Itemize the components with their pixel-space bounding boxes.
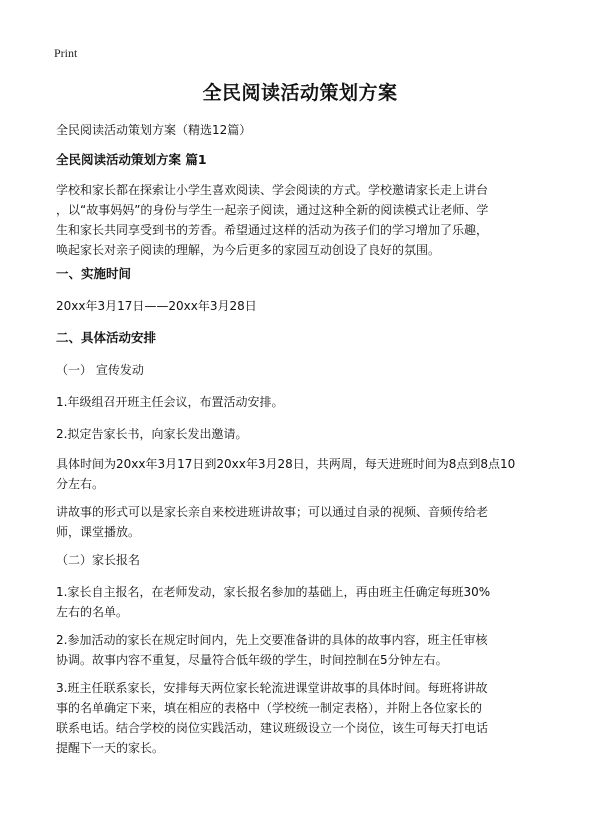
format-paragraph <box>56 502 556 542</box>
heading-implementation-time: 一、实施时间 <box>56 266 132 281</box>
format-line: 讲故事的形式可以是家长亲自来校进班讲故事；可以通过自录的视频、音频传给老 <box>56 505 489 519</box>
schedule-line: 分左右。 <box>56 477 105 491</box>
section-heading: 全民阅读活动策划方案 篇1 <box>56 152 207 167</box>
heading-activity-arrangement: 二、具体活动安排 <box>56 330 157 345</box>
registration-item-3 <box>56 678 556 758</box>
registration-line: 左右的名单。 <box>56 605 129 619</box>
registration-item-1 <box>56 582 556 622</box>
list-item: 2.拟定告家长书，向家长发出邀请。 <box>56 427 248 441</box>
registration-line: 1.家长自主报名，在老师发动，家长报名参加的基础上，再由班主任确定每班30% <box>56 585 491 599</box>
list-item: 1.年级组召开班主任会议，布置活动安排。 <box>56 395 284 409</box>
registration-item-2 <box>56 630 556 670</box>
registration-line: 3.班主任联系家长，安排每天两位家长轮流进课堂讲故事的具体时间。每班将讲故 <box>56 681 488 695</box>
subheading-publicity: （一） 宣传发动 <box>56 363 144 377</box>
intro-line: 学校和家长都在探索让小学生喜欢阅读、学会阅读的方式。学校邀请家长走上讲台 <box>56 183 489 197</box>
registration-line: 协调。故事内容不重复，尽量符合低年级的学生，时间控制在5分钟左右。 <box>56 653 448 667</box>
registration-line: 2.参加活动的家长在规定时间内，先上交要准备讲的具体的故事内容，班主任审核 <box>56 633 488 647</box>
intro-line: 唤起家长对亲子阅读的理解，为今后更多的家园互动创设了良好的氛围。 <box>56 243 441 257</box>
date-range: 20xx年3月17日——20xx年3月28日 <box>56 299 257 313</box>
intro-paragraph <box>56 180 556 260</box>
registration-line: 提醒下一天的家长。 <box>56 741 165 755</box>
registration-line: 事的名单确定下来，填在相应的表格中（学校统一制定表格），并附上各位家长的 <box>56 701 483 715</box>
intro-line: ，以“故事妈妈”的身份与学生一起亲子阅读，通过这种全新的阅读模式让老师、学 <box>56 203 489 217</box>
schedule-paragraph <box>56 454 556 494</box>
document-title: 全民阅读活动策划方案 <box>202 82 398 104</box>
format-line: 师，课堂播放。 <box>56 525 141 539</box>
print-link[interactable]: Print <box>54 46 78 60</box>
document-subtitle: 全民阅读活动策划方案（精选12篇） <box>56 123 252 137</box>
intro-line: 生和家长共同享受到书的芳香。希望通过这样的活动为孩子们的学习增加了乐趣， <box>56 223 489 237</box>
schedule-line: 具体时间为20xx年3月17日到20xx年3月28日，共两周，每天进班时间为8点到8点10 <box>56 457 516 471</box>
subheading-parent-registration: （二）家长报名 <box>56 553 141 567</box>
registration-line: 联系电话。结合学校的岗位实践活动，建议班级设立一个岗位，该生可每天打电话 <box>56 721 489 735</box>
